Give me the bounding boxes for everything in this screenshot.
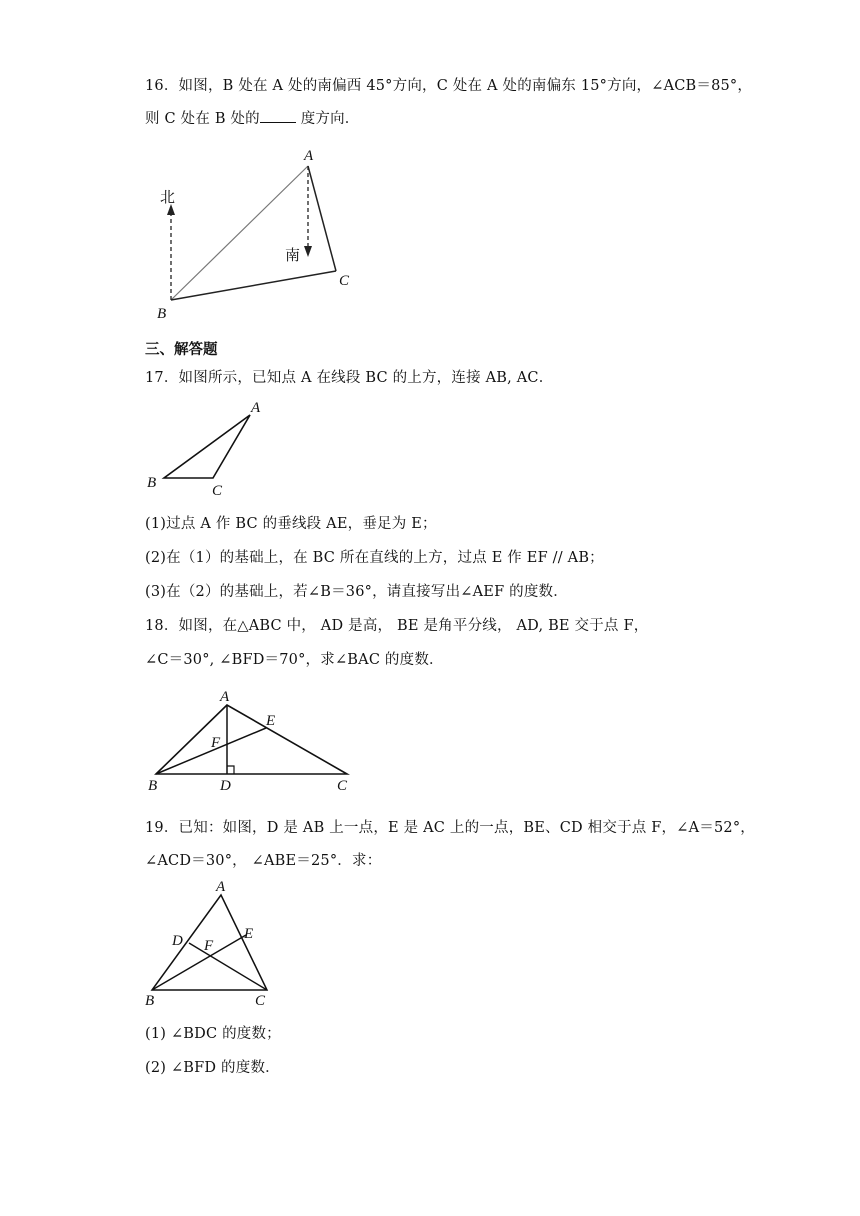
q18-figure bbox=[140, 685, 380, 795]
q16-stem-line1: 16．如图，B 处在 A 处的南偏西 45°方向，C 处在 A 处的南偏东 15°方向，∠ACB＝85°， bbox=[145, 78, 753, 94]
q17-stem: 17．如图所示，已知点 A 在线段 BC 的上方，连接 AB, AC． bbox=[145, 370, 554, 386]
q18-stem-line1: 18．如图，在△ABC 中， AD 是高， BE 是角平分线， AD, BE 交于点 F， bbox=[145, 618, 649, 634]
q19-label-b: B bbox=[145, 993, 155, 1009]
q17-triangle bbox=[164, 415, 250, 478]
q16-figure bbox=[140, 140, 380, 325]
q17-part2: (2)在（1）的基础上，在 BC 所在直线的上方，过点 E 作 EF // AB； bbox=[145, 550, 604, 566]
q17-label-b: B bbox=[147, 475, 157, 491]
q18-label-c: C bbox=[337, 778, 348, 794]
q16-label-c: C bbox=[339, 273, 350, 289]
q19-part2: (2) ∠BFD 的度数． bbox=[145, 1060, 280, 1076]
q18-label-d: D bbox=[220, 778, 231, 794]
q18-label-a: A bbox=[220, 689, 230, 705]
q18-right-angle-mark bbox=[227, 766, 234, 774]
q16-stem-line2-b: 度方向． bbox=[295, 111, 360, 127]
q18-label-f: F bbox=[211, 735, 221, 751]
q18-triangle bbox=[156, 705, 347, 774]
q17-label-a: A bbox=[251, 400, 261, 416]
q16-label-b: B bbox=[157, 306, 167, 322]
q19-label-e: E bbox=[244, 926, 254, 942]
q16-label-north: 北 bbox=[160, 188, 176, 206]
q16-label-south: 南 bbox=[285, 246, 301, 264]
q16-south-arrowhead bbox=[304, 246, 312, 257]
q17-figure bbox=[140, 395, 280, 505]
q18-label-e: E bbox=[266, 713, 276, 729]
q19-label-c: C bbox=[255, 993, 266, 1009]
q16-segment-ac bbox=[308, 166, 336, 271]
section-title: 三、解答题 bbox=[145, 342, 218, 358]
q17-part3: (3)在（2）的基础上，若∠B＝36°，请直接写出∠AEF 的度数． bbox=[145, 584, 568, 600]
q17-label-c: C bbox=[212, 483, 223, 499]
q16-stem-line2 bbox=[145, 107, 360, 128]
q19-label-d: D bbox=[172, 933, 183, 949]
q18-label-b: B bbox=[148, 778, 158, 794]
q19-stem-line1: 19．已知：如图，D 是 AB 上一点，E 是 AC 上的一点，BE、CD 相交于点 F，∠A＝52°， bbox=[145, 820, 755, 836]
q16-stem-line2-a: 则 C 处在 B 处的 bbox=[145, 111, 260, 127]
q17-part1: (1)过点 A 作 BC 的垂线段 AE，垂足为 E； bbox=[145, 516, 437, 532]
q19-label-a: A bbox=[216, 879, 226, 895]
q19-part1: (1) ∠BDC 的度数； bbox=[145, 1026, 281, 1042]
q16-answer-blank bbox=[260, 108, 296, 123]
q19-stem-line2: ∠ACD＝30°， ∠ABE＝25°．求： bbox=[145, 853, 382, 869]
q19-label-f: F bbox=[204, 938, 214, 954]
q19-figure bbox=[140, 875, 290, 1010]
q16-label-a: A bbox=[304, 148, 314, 164]
q19-segment-be bbox=[152, 935, 246, 990]
q18-stem-line2: ∠C＝30°, ∠BFD＝70°，求∠BAC 的度数． bbox=[145, 652, 444, 668]
